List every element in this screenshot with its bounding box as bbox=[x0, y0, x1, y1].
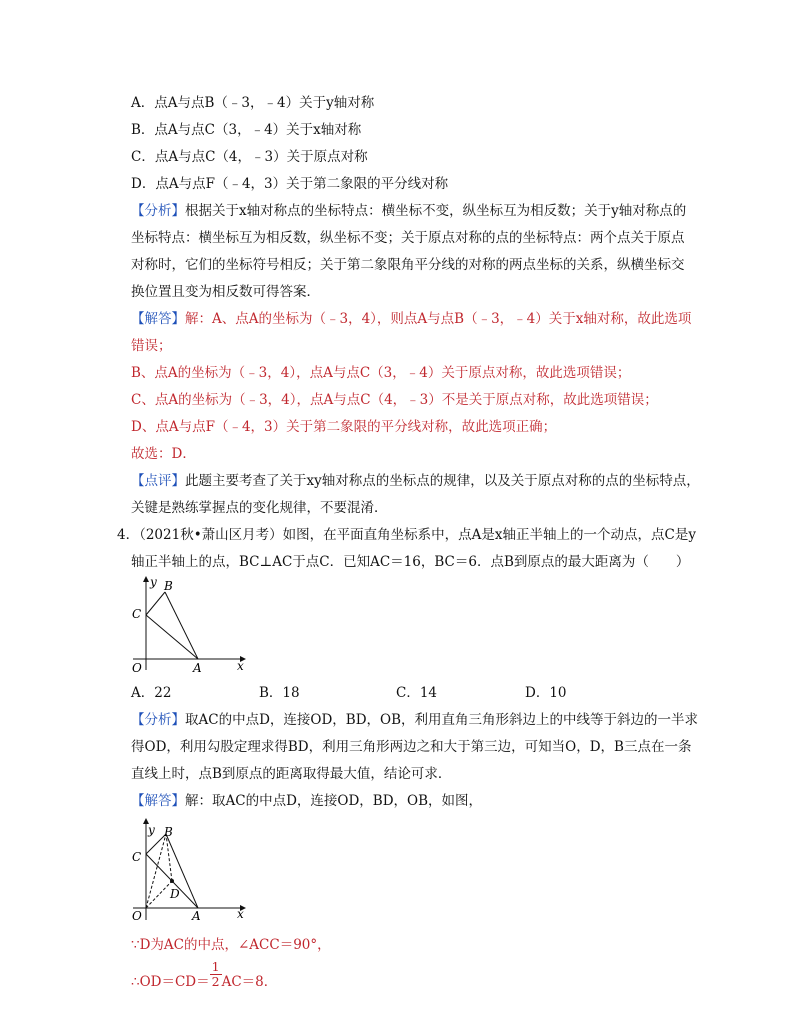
comment-line-1 bbox=[131, 472, 700, 490]
option-c: C．点A与点C（4，﹣3）关于原点对称 bbox=[131, 149, 368, 165]
option-d: D．点A与点F（﹣4，3）关于第二象限的平分线对称 bbox=[131, 176, 449, 192]
analysis-line-1 bbox=[131, 202, 686, 220]
q4-line-2: 轴正半轴上的点，BC⊥AC于点C．已知AC＝16，BC＝6．点B到原点的最大距离为（ ） bbox=[131, 554, 690, 570]
answer-line-1 bbox=[131, 310, 691, 328]
analysis-line-3: 对称时，它们的坐标符号相反；关于第二象限角平分线的对称的两点坐标的关系，纵横坐标交 bbox=[131, 257, 685, 273]
figure-1 bbox=[128, 572, 258, 677]
q4-step-2-prefix: ∴OD＝CD＝ bbox=[131, 974, 210, 990]
fig1-label-y: y bbox=[150, 575, 157, 589]
comment-tag: 【点评】 bbox=[131, 473, 185, 489]
q4-step-2 bbox=[131, 959, 278, 997]
q4-analysis-line-1 bbox=[131, 711, 698, 729]
analysis-tag: 【分析】 bbox=[131, 203, 185, 219]
q4-analysis-text: 取AC的中点D，连接OD，BD，OB，利用直角三角形斜边上的中线等于斜边的一半求 bbox=[185, 712, 699, 728]
answer-tag: 【解答】 bbox=[131, 311, 185, 327]
fig2-label-x: x bbox=[237, 907, 244, 921]
option-b: B．点A与点C（3，﹣4）关于x轴对称 bbox=[131, 122, 362, 138]
answer-line-6: 故选：D． bbox=[131, 446, 196, 462]
answer-line-3: B、点A的坐标为（﹣3，4），点A与点C（3，﹣4）关于原点对称，故此选项错误； bbox=[131, 365, 631, 381]
fig2-label-o: O bbox=[132, 909, 142, 923]
q4-answer-line bbox=[131, 792, 482, 810]
fraction-numerator: 1 bbox=[211, 959, 220, 974]
q4-answer-tag: 【解答】 bbox=[131, 793, 185, 809]
answer-text: 解：A、点A的坐标为（﹣3，4），则点A与点B（﹣3，﹣4）关于x轴对称，故此选项 bbox=[185, 311, 692, 327]
fig1-label-b: B bbox=[164, 579, 173, 593]
comment-text: 此题主要考查了关于xy轴对称点的坐标点的规律，以及关于原点对称的点的坐标特点， bbox=[185, 473, 700, 489]
fig1-label-a: A bbox=[193, 661, 202, 675]
figure-2 bbox=[128, 814, 258, 924]
fig2-label-c: C bbox=[132, 850, 142, 864]
fig1-label-o: O bbox=[132, 661, 142, 675]
q4-analysis-line-3: 直线上时，点B到原点的距离取得最大值，结论可求． bbox=[131, 766, 452, 782]
q4-option-d: D．10 bbox=[525, 685, 567, 701]
analysis-text: 根据关于x轴对称点的坐标特点：横坐标不变，纵坐标互为相反数；关于y轴对称点的 bbox=[185, 203, 687, 219]
q4-step-1: ∵D为AC的中点，∠ACC＝90°， bbox=[131, 937, 331, 953]
answer-line-4: C、点A的坐标为（﹣3，4），点A与点C（4，﹣3）不是关于原点对称，故此选项错误； bbox=[131, 392, 658, 408]
fraction-denominator: 2 bbox=[211, 974, 220, 989]
option-a: A．点A与点B（﹣3，﹣4）关于y轴对称 bbox=[131, 95, 375, 111]
q4-step-2-suffix: AC＝8． bbox=[221, 974, 278, 990]
answer-line-2: 错误； bbox=[131, 338, 172, 354]
q4-option-a: A．22 bbox=[131, 685, 172, 701]
fig2-label-y: y bbox=[148, 823, 155, 837]
half-fraction bbox=[210, 960, 222, 989]
answer-line-5: D、点A与点F（﹣4，3）关于第二象限的平分线对称，故此选项正确； bbox=[131, 419, 557, 435]
analysis-line-4: 换位置且变为相反数可得答案． bbox=[131, 284, 320, 300]
q4-line-1: 4．（2021秋•萧山区月考）如图，在平面直角坐标系中，点A是x轴正半轴上的一个动点，点C是y bbox=[117, 527, 696, 543]
q4-option-b: B．18 bbox=[259, 685, 300, 701]
q4-analysis-line-2: 得OD，利用勾股定理求得BD，利用三角形两边之和大于第三边，可知当O，D，B三点在一条 bbox=[131, 739, 692, 755]
comment-line-2: 关键是熟练掌握点的变化规律，不要混淆． bbox=[131, 500, 388, 516]
q4-option-c: C．14 bbox=[396, 685, 438, 701]
analysis-line-2: 坐标特点：横坐标互为相反数，纵坐标不变；关于原点对称的点的坐标特点：两个点关于原点 bbox=[131, 230, 685, 246]
fig2-label-d: D bbox=[170, 887, 180, 901]
fig2-label-a: A bbox=[192, 909, 201, 923]
fig1-label-x: x bbox=[237, 659, 244, 673]
q4-answer-text: 解：取AC的中点D，连接OD，BD，OB，如图， bbox=[185, 793, 483, 809]
q4-analysis-tag: 【分析】 bbox=[131, 712, 185, 728]
fig1-label-c: C bbox=[132, 607, 142, 621]
fig2-label-b: B bbox=[164, 825, 173, 839]
